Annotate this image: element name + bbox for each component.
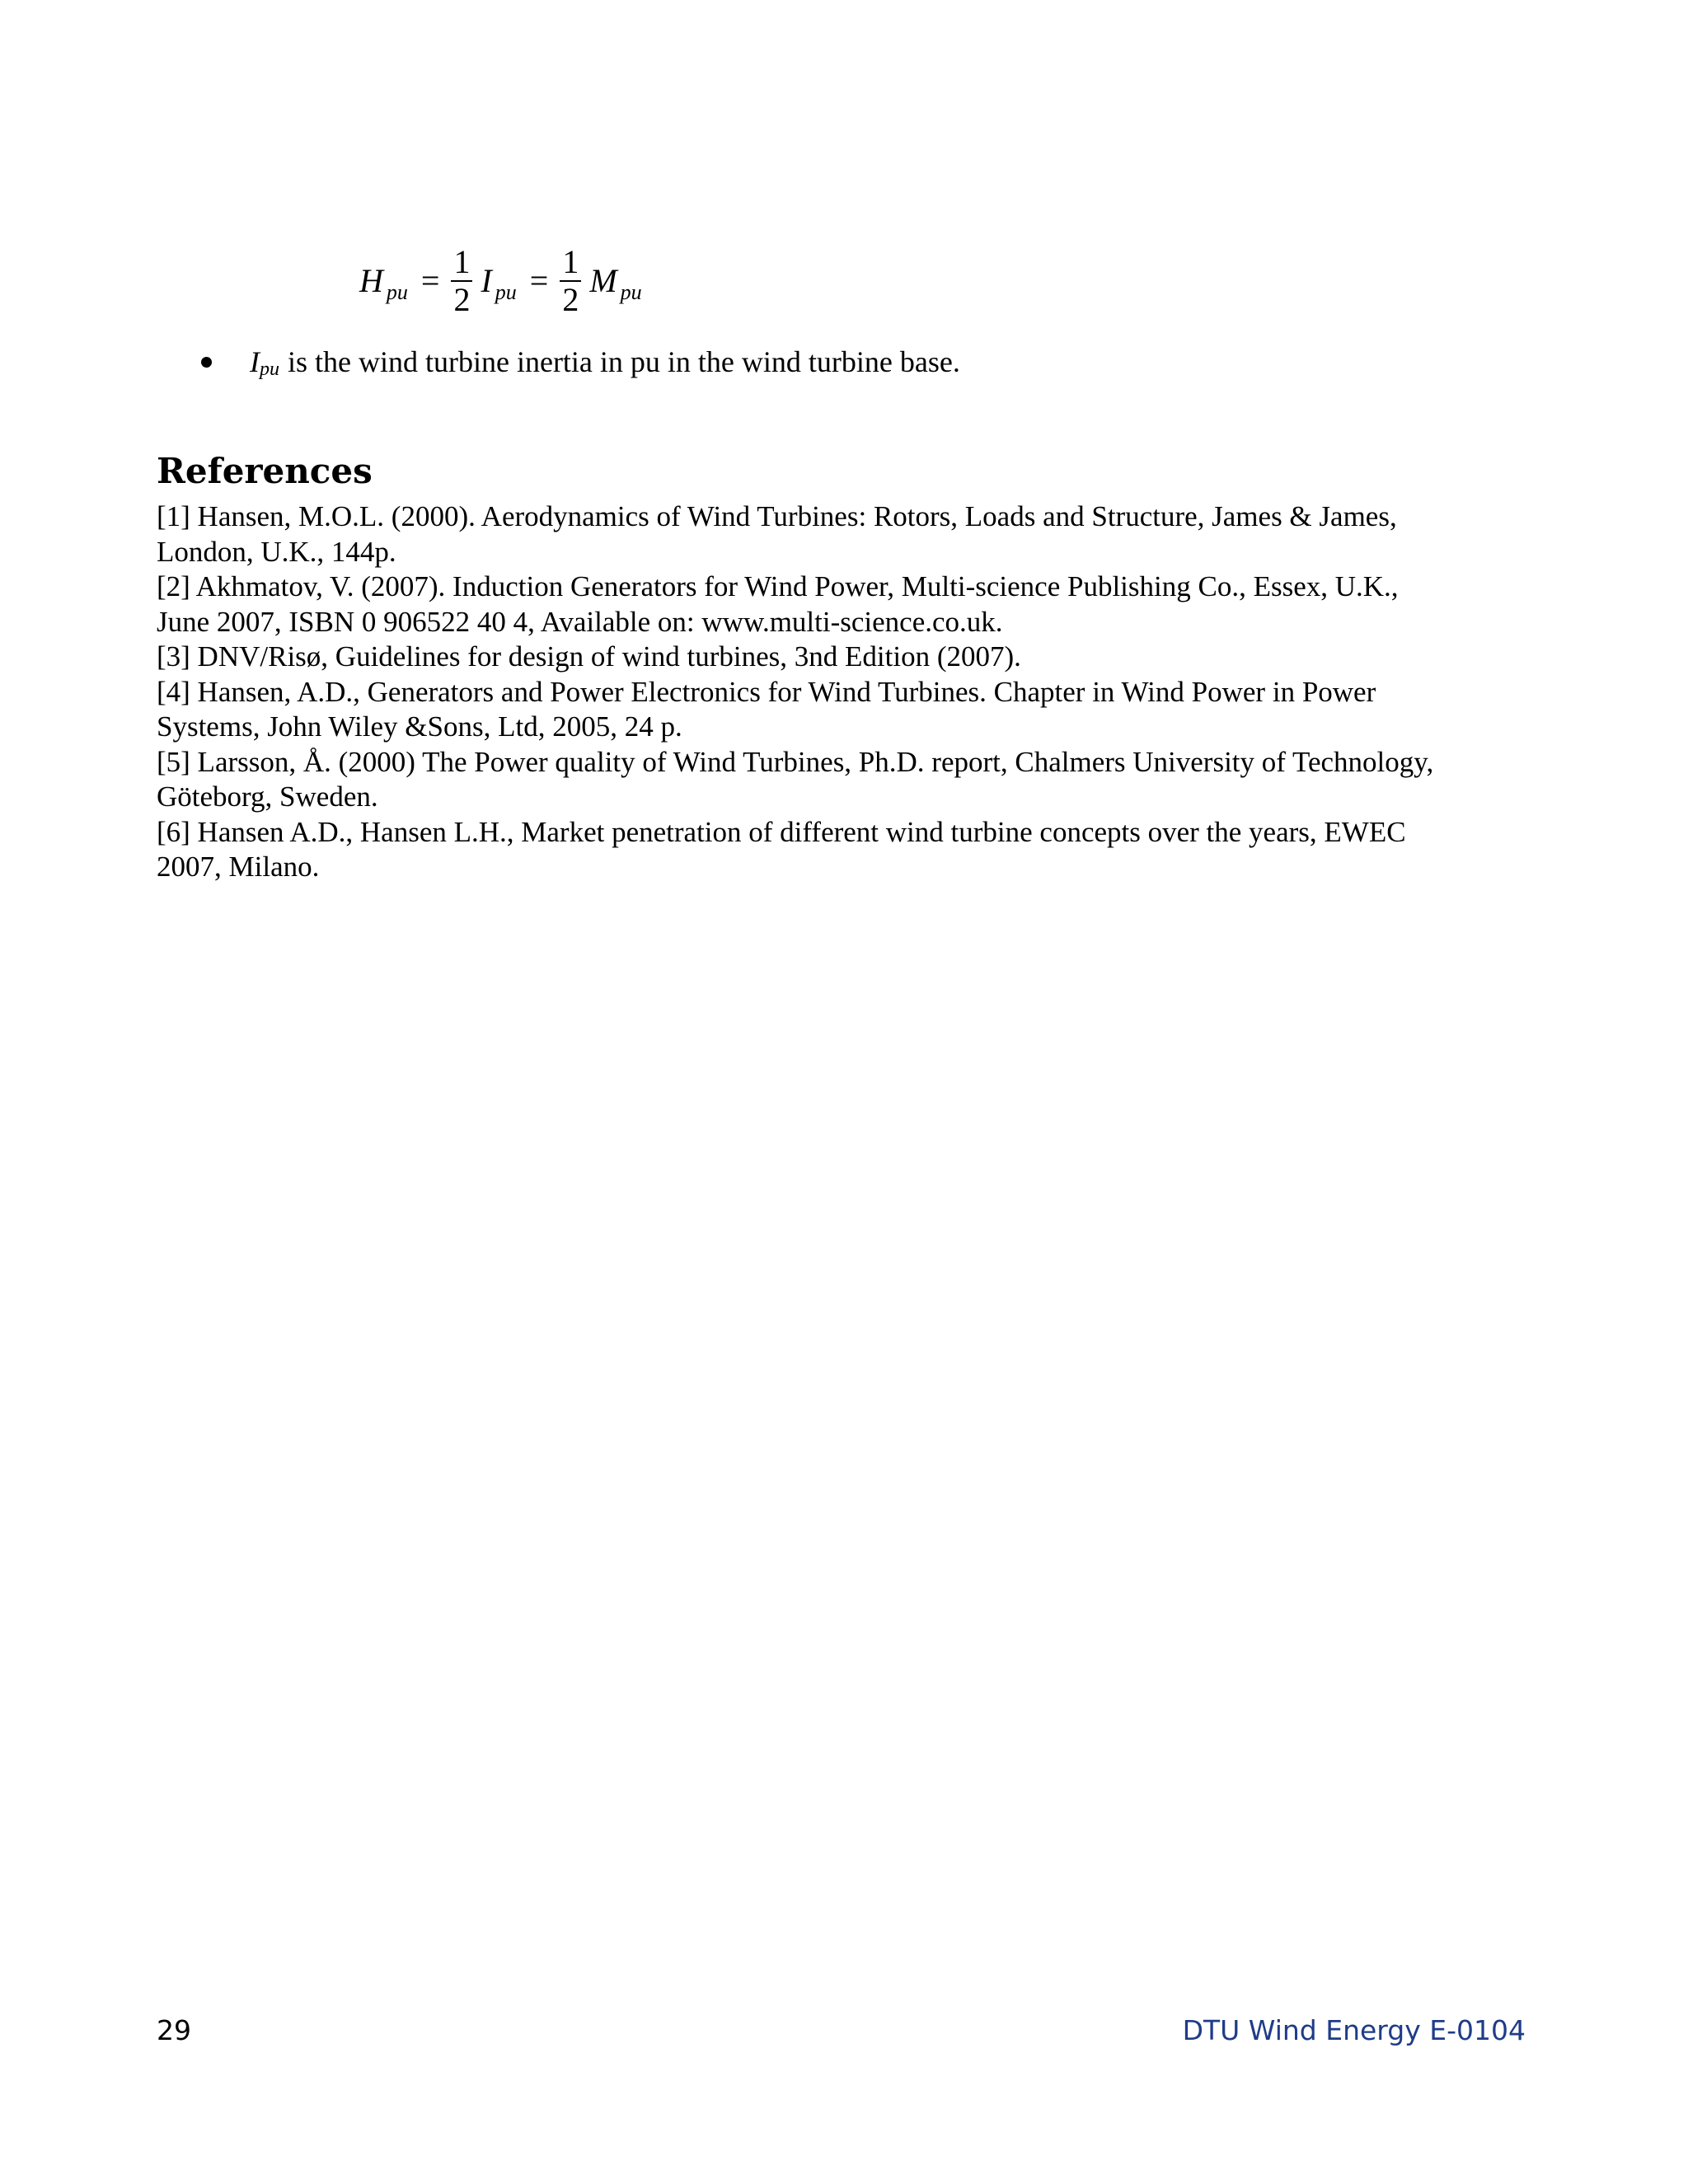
reference-item-6 xyxy=(157,815,1558,885)
reference-2-line-1: [2] Akhmatov, V. (2007). Induction Generators for Wind Power, Multi-science Publishing Co., Essex, U.K., xyxy=(157,570,1399,602)
bullet-text: is the wind turbine inertia in pu in the wind turbine base. xyxy=(288,345,960,378)
reference-5-line-2: Göteborg, Sweden. xyxy=(157,780,378,813)
reference-item-1 xyxy=(157,499,1558,569)
equation-equals-1: = xyxy=(420,262,440,299)
reference-6-line-1: [6] Hansen A.D., Hansen L.H., Market penetration of different wind turbine concepts over the years, EWEC xyxy=(157,815,1406,848)
bullet-item xyxy=(201,340,960,384)
reference-6-line-2: 2007, Milano. xyxy=(157,851,320,883)
fraction-1-numerator: 1 xyxy=(453,243,471,280)
equation-i-subscript: pu xyxy=(495,280,517,304)
fraction-2-denominator: 2 xyxy=(562,281,579,318)
reference-item-5 xyxy=(157,745,1558,815)
reference-item-2 xyxy=(157,569,1558,640)
reference-4-line-2: Systems, John Wiley &Sons, Ltd, 2005, 24 p. xyxy=(157,710,682,743)
equation-equals-2: = xyxy=(529,262,549,299)
references-list xyxy=(157,499,1558,885)
fraction-1-denominator: 2 xyxy=(453,281,471,318)
equation-m-subscript: pu xyxy=(620,280,642,304)
inertia-equation xyxy=(359,236,642,326)
equation-i-symbol: I xyxy=(481,262,492,299)
equation-fraction-1 xyxy=(451,244,472,318)
page-number: 29 xyxy=(157,2014,191,2046)
equation-h-symbol: H xyxy=(359,262,383,299)
equation-fraction-2 xyxy=(560,244,581,318)
reference-1-line-1: [1] Hansen, M.O.L. (2000). Aerodynamics of Wind Turbines: Rotors, Loads and Structure, James & James, xyxy=(157,500,1397,532)
bullet-icon xyxy=(201,357,212,368)
fraction-2-numerator: 1 xyxy=(562,243,579,280)
reference-item-4 xyxy=(157,675,1558,745)
reference-3-line-1: [3] DNV/Risø, Guidelines for design of wind turbines, 3nd Edition (2007). xyxy=(157,640,1021,673)
bullet-symbol: I xyxy=(250,345,260,378)
references-heading: References xyxy=(157,451,373,491)
equation-m-symbol: M xyxy=(589,262,617,299)
document-id: DTU Wind Energy E-0104 xyxy=(1182,2014,1526,2046)
reference-item-3 xyxy=(157,640,1558,675)
reference-5-line-1: [5] Larsson, Å. (2000) The Power quality of Wind Turbines, Ph.D. report, Chalmers University of Technology, xyxy=(157,745,1434,778)
reference-4-line-1: [4] Hansen, A.D., Generators and Power Electronics for Wind Turbines. Chapter in Wind Power in Power xyxy=(157,675,1376,708)
reference-2-line-2: June 2007, ISBN 0 906522 40 4, Available on: www.multi-science.co.uk. xyxy=(157,605,1003,638)
bullet-subscript: pu xyxy=(260,358,279,380)
equation-h-subscript: pu xyxy=(386,280,408,304)
reference-1-line-2: London, U.K., 144p. xyxy=(157,535,396,568)
